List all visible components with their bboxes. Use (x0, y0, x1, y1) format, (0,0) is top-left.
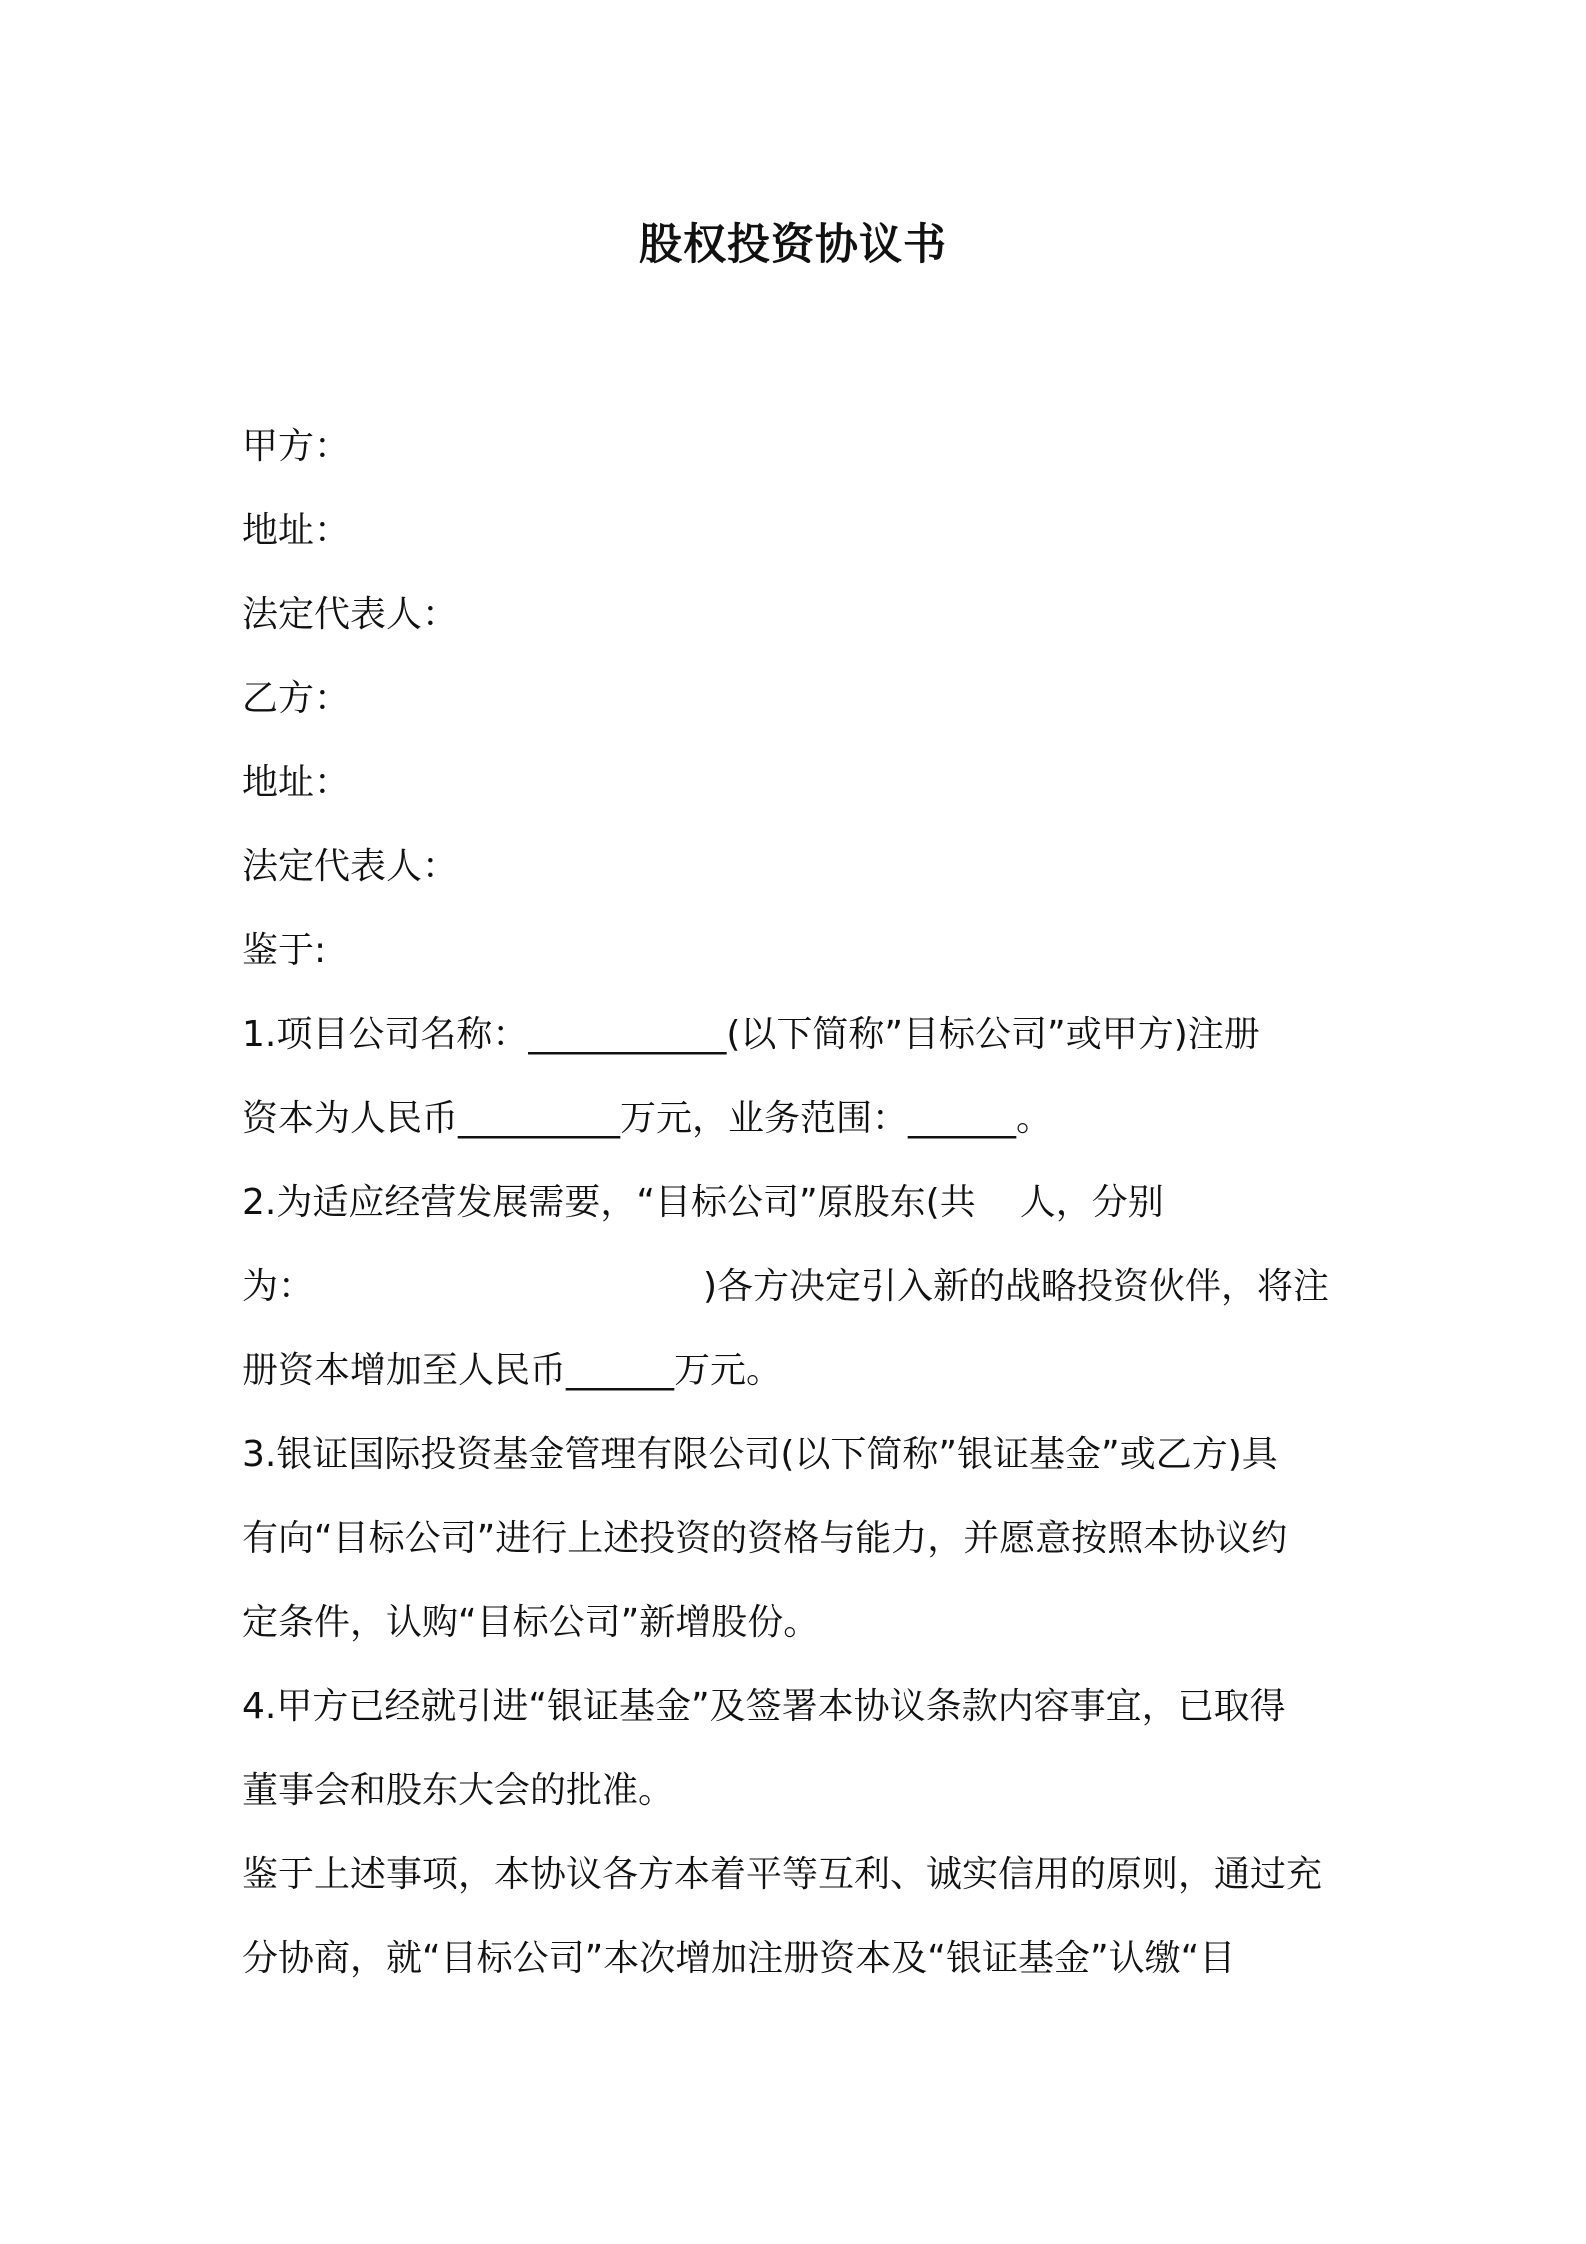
clause-4-line-1: 4.甲方已经就引进“银证基金”及签署本协议条款内容事宜，已取得 (242, 1686, 1286, 1727)
clause-2-line-2-part-b: )各方决定引入新的战略投资伙伴，将注 (703, 1266, 1330, 1307)
whereas-label: 鉴于: (242, 930, 327, 971)
clause-2-line-1 (242, 1161, 1362, 1245)
party-a-label: 甲方： (242, 426, 351, 467)
party-a-address-label: 地址： (242, 510, 351, 551)
clause-1-line-2: 资本为人民币_________万元，业务范围：______。 (242, 1098, 1053, 1139)
clause-2-line-1-part-b: 人，分别 (1019, 1182, 1164, 1223)
clause-3-line-1: 3.银证国际投资基金管理有限公司(以下简称”银证基金”或乙方)具 (242, 1434, 1278, 1475)
clause-2-line-1-part-a: 2.为适应经营发展需要，“目标公司”原股东(共 (242, 1182, 976, 1223)
conclusion-line-1: 鉴于上述事项，本协议各方本着平等互利、诚实信用的原则，通过充 (242, 1854, 1323, 1895)
clause-1-line-1: 1.项目公司名称：___________(以下简称”目标公司”或甲方)注册 (242, 1014, 1260, 1055)
party-b-address-label: 地址： (242, 762, 351, 803)
document-title: 股权投资协议书 (639, 220, 947, 270)
conclusion-line-2: 分协商，就“目标公司”本次增加注册资本及“银证基金”认缴“目 (242, 1938, 1236, 1979)
clause-3-line-2: 有向“目标公司”进行上述投资的资格与能力，并愿意按照本协议约 (242, 1518, 1288, 1559)
clause-2-line-3: 册资本增加至人民币______万元。 (242, 1350, 783, 1391)
party-b-label: 乙方： (242, 678, 351, 719)
clause-2-line-2 (242, 1245, 1362, 1329)
clause-4-line-2: 董事会和股东大会的批准。 (242, 1770, 675, 1811)
clause-3-line-3: 定条件，认购“目标公司”新增股份。 (242, 1602, 820, 1643)
party-a-representative-label: 法定代表人： (242, 594, 459, 635)
party-b-representative-label: 法定代表人： (242, 846, 459, 887)
document-body (242, 405, 1362, 2001)
clause-2-line-2-part-a: 为： (242, 1266, 315, 1307)
